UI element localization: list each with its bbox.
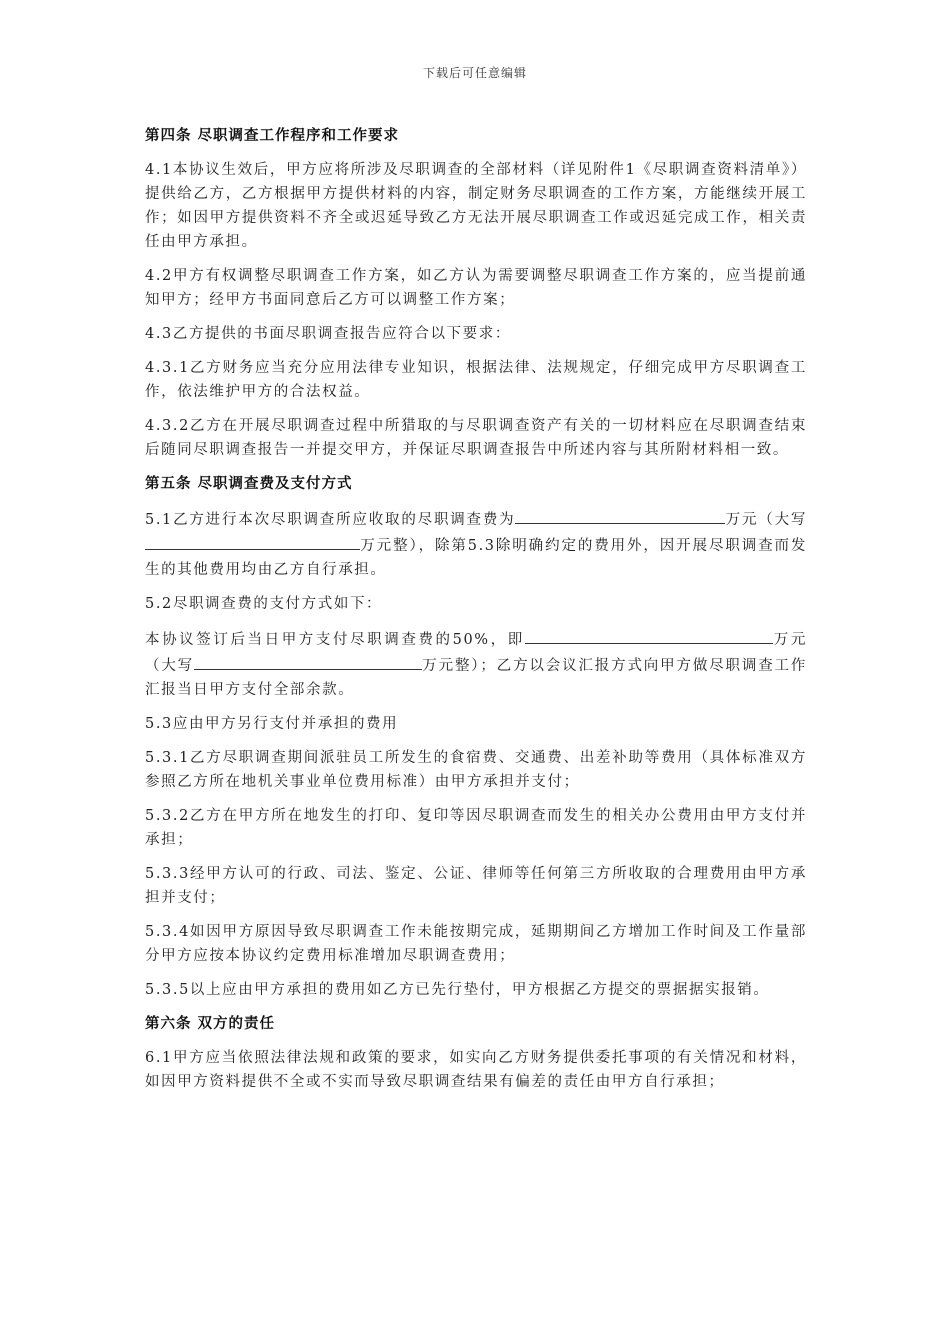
paragraph-5-1-text-b: 万元（大写 — [725, 512, 807, 528]
paragraph-6-1: 6.1甲方应当依照法律法规和政策的要求，如实向乙方财务提供委托事项的有关情况和材料，如因甲方资料提供不全或不实而导致尽职调查结果有偏差的责任由甲方自行承担； — [145, 1050, 807, 1090]
paragraph-5-1 — [145, 506, 807, 582]
first-payment-uppercase-blank[interactable] — [194, 652, 422, 670]
document-body — [145, 124, 807, 1104]
paragraph-4-3: 4.3乙方提供的书面尽职调查报告应符合以下要求： — [145, 326, 511, 342]
paragraph-5-1-text-c: 万元整），除第5.3除明确约定的费用外，因开展尽职调查而发生的其他费用均由乙方自行承担。 — [145, 538, 807, 578]
page-header: 下载后可任意编辑 — [422, 66, 527, 80]
paragraph-4-1: 4.1本协议生效后，甲方应将所涉及尽职调查的全部材料（详见附件1《尽职调查资料清单》）提供给乙方，乙方根据甲方提供材料的内容，制定财务尽职调查的工作方案，方能继续开展工作；如因甲方提供资料不齐全或迟延导致乙方无法开展尽职调查工作或迟延完成工作，相关责任由甲方承担。 — [145, 162, 807, 250]
paragraph-5-3-4: 5.3.4如因甲方原因导致尽职调查工作未能按期完成，延期期间乙方增加工作时间及工作量部分甲方应按本协议约定费用标准增加尽职调查费用； — [145, 924, 807, 964]
fee-amount-uppercase-blank[interactable] — [145, 532, 360, 550]
paragraph-4-3-1: 4.3.1乙方财务应当充分应用法律专业知识，根据法律、法规规定，仔细完成甲方尽职调查工作，依法维护甲方的合法权益。 — [145, 360, 807, 400]
paragraph-4-3-2: 4.3.2乙方在开展尽职调查过程中所猎取的与尽职调查资产有关的一切材料应在尽职调查结束后随同尽职调查报告一并提交甲方，并保证尽职调查报告中所述内容与其所附材料相一致。 — [145, 418, 807, 458]
paragraph-5-2-detail — [145, 626, 807, 702]
paragraph-5-3-3: 5.3.3经甲方认可的行政、司法、鉴定、公证、律师等任何第三方所收取的合理费用由甲方承担并支付； — [145, 866, 807, 906]
paragraph-5-1-text-a: 5.1乙方进行本次尽职调查所应收取的尽职调查费为 — [145, 512, 516, 528]
section-heading-5: 第五条 尽职调查费及支付方式 — [145, 476, 353, 492]
fee-amount-blank[interactable] — [515, 506, 725, 524]
section-heading-4: 第四条 尽职调查工作程序和工作要求 — [145, 128, 400, 144]
paragraph-5-3-2: 5.3.2乙方在甲方所在地发生的打印、复印等因尽职调查而发生的相关办公费用由甲方支付并承担； — [145, 808, 807, 848]
paragraph-5-3-5: 5.3.5以上应由甲方承担的费用如乙方已先行垫付，甲方根据乙方提交的票据据实报销。 — [145, 982, 770, 998]
paragraph-5-3: 5.3应由甲方另行支付并承担的费用 — [145, 716, 399, 732]
paragraph-4-2: 4.2甲方有权调整尽职调查工作方案，如乙方认为需要调整尽职调查工作方案的，应当提前通知甲方；经甲方书面同意后乙方可以调整工作方案； — [145, 268, 807, 308]
section-heading-6: 第六条 双方的责任 — [145, 1016, 276, 1032]
paragraph-5-2-detail-text-c: 万元整）；乙方以会议汇报方式向甲方做尽职调查工作汇报当日甲方支付全部余款。 — [145, 658, 807, 698]
paragraph-5-2: 5.2尽职调查费的支付方式如下： — [145, 596, 383, 612]
paragraph-5-3-1: 5.3.1乙方尽职调查期间派驻员工所发生的食宿费、交通费、出差补助等费用（具体标准双方参照乙方所在地机关事业单位费用标准）由甲方承担并支付； — [145, 750, 807, 790]
first-payment-blank[interactable] — [525, 626, 773, 644]
paragraph-5-2-detail-text-a: 本协议签订后当日甲方支付尽职调查费的50%，即 — [145, 632, 525, 648]
paragraph-5-2-detail-text-b: 万元（大写 — [145, 632, 807, 674]
